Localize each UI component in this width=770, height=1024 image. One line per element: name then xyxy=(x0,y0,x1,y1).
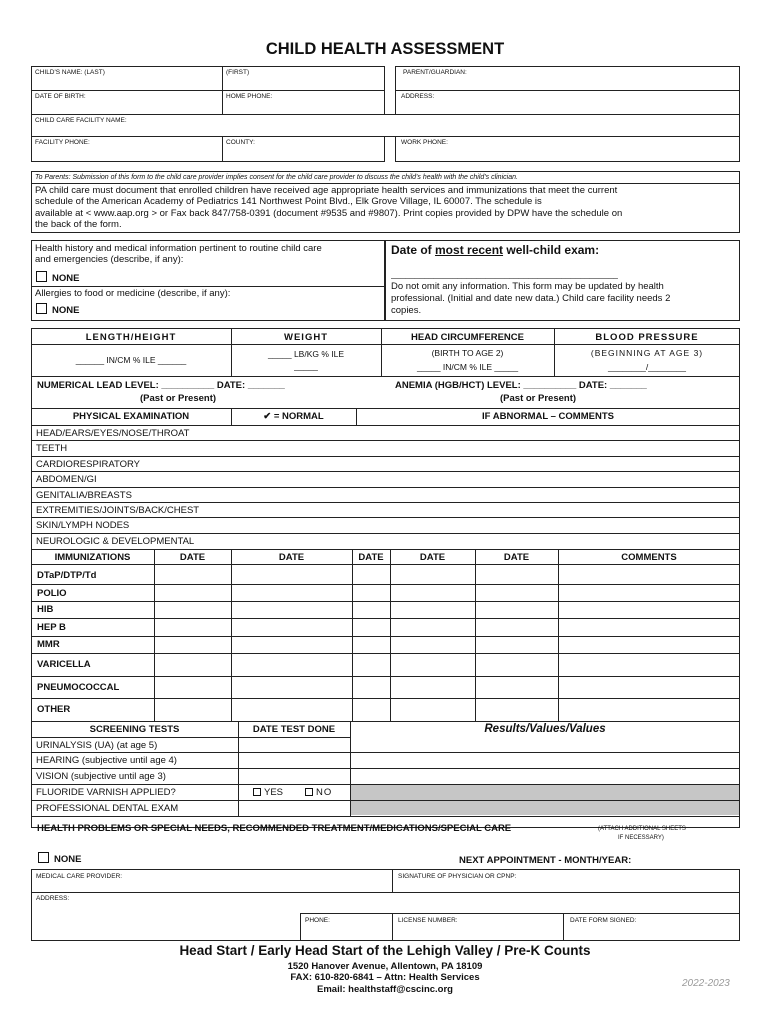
immunization-comments-header: COMMENTS xyxy=(621,552,677,563)
screening-row-hearing: HEARING (subjective until age 4) xyxy=(36,755,177,766)
immunization-row-dtap: DTaP/DTP/Td xyxy=(37,570,97,581)
allergies-none-checkbox[interactable]: NONE xyxy=(36,303,79,316)
immunizations-header: IMMUNIZATIONS xyxy=(54,552,131,563)
blood-pressure-header: BLOOD PRESSURE xyxy=(595,332,699,343)
head-circumference-field[interactable]: _____ IN/CM % ILE _____ xyxy=(416,362,519,372)
head-circumference-note: (BIRTH TO AGE 2) xyxy=(431,348,504,358)
date-signed-field[interactable]: DATE FORM SIGNED: xyxy=(570,917,637,924)
date-test-done-header: DATE TEST DONE xyxy=(252,724,336,735)
license-number-field[interactable]: LICENSE NUMBER: xyxy=(398,917,458,924)
page-title: CHILD HEALTH ASSESSMENT xyxy=(265,40,505,58)
blood-pressure-field[interactable]: ________/________ xyxy=(608,362,686,372)
immunization-row-varicella: VARICELLA xyxy=(37,659,91,670)
immunization-date-header-5: DATE xyxy=(503,552,530,563)
screening-row-fluoride: FLUORIDE VARNISH APPLIED? xyxy=(36,787,176,798)
blood-pressure-note: (BEGINNING AT AGE 3) xyxy=(590,348,704,358)
main-table xyxy=(31,328,740,828)
parent-guardian-field[interactable]: PARENT/GUARDIAN: xyxy=(403,69,467,76)
provider-box xyxy=(31,869,740,941)
health-history-label: Health history and medical information pertinent to routine child care xyxy=(35,243,322,254)
exam-row-extremities: EXTREMITIES/JOINTS/BACK/CHEST xyxy=(36,505,200,516)
exam-row-genitalia: GENITALIA/BREASTS xyxy=(36,490,132,501)
pa-notice-line-1: PA child care must document that enrolled children have received age appropriate health services and immunizations that meet the current xyxy=(35,185,618,196)
weight-field[interactable]: _____ LB/KG % ILE xyxy=(267,349,345,359)
facility-name-box xyxy=(31,114,740,137)
screening-row-dental: PROFESSIONAL DENTAL EXAM xyxy=(36,803,179,814)
checkbox-icon xyxy=(253,788,261,796)
footer-address: 1520 Hanover Avenue, Allentown, PA 18109 xyxy=(287,961,483,972)
next-appointment-field[interactable]: NEXT APPOINTMENT - MONTH/YEAR: xyxy=(459,855,632,866)
head-circumference-header: HEAD CIRCUMFERENCE xyxy=(411,332,524,343)
form-year: 2022-2023 xyxy=(682,978,730,989)
exam-row-neurologic: NEUROLOGIC & DEVELOPMENTAL xyxy=(36,536,195,547)
provider-address-field[interactable]: ADDRESS: xyxy=(36,895,70,902)
checkbox-icon xyxy=(38,852,49,863)
results-header: Results/Values/Values xyxy=(484,723,606,735)
attach-sheets-note: (ATTACH ADDITIONAL SHEETS xyxy=(598,826,686,832)
abnormal-comments-header: IF ABNORMAL – COMMENTS xyxy=(482,411,614,422)
county-field[interactable]: COUNTY: xyxy=(226,139,255,146)
immunization-row-other: OTHER xyxy=(37,704,71,715)
normal-header: ✔ = NORMAL xyxy=(263,411,324,422)
immunization-date-header-1: DATE xyxy=(179,552,206,563)
exam-row-teeth: TEETH xyxy=(36,443,68,454)
parent-consent-notice: To Parents: Submission of this form to the child care provider implies consent for the child care provider to discuss the child's health with the child's clinician. xyxy=(35,174,518,181)
allergies-label: Allergies to food or medicine (describe, if any): xyxy=(35,288,231,299)
fluoride-yes-checkbox[interactable]: YES xyxy=(253,788,283,798)
date-of-birth-field[interactable]: DATE OF BIRTH: xyxy=(35,93,86,100)
medical-provider-field[interactable]: MEDICAL CARE PROVIDER: xyxy=(36,873,123,880)
checkbox-icon xyxy=(36,271,47,282)
immunization-date-header-2: DATE xyxy=(278,552,305,563)
checkbox-icon xyxy=(305,788,313,796)
attach-sheets-note-2: IF NECESSARY) xyxy=(618,835,664,841)
exam-row-skin: SKIN/LYMPH NODES xyxy=(36,520,130,531)
facility-name-field[interactable]: CHILD CARE FACILITY NAME: xyxy=(35,117,127,124)
screening-tests-header: SCREENING TESTS xyxy=(89,724,180,735)
exam-row-heent: HEAD/EARS/EYES/NOSE/THROAT xyxy=(36,428,190,439)
omit-info-line-3: copies. xyxy=(391,305,422,316)
problems-none-checkbox[interactable]: NONE xyxy=(38,852,81,865)
health-problems-label: HEALTH PROBLEMS OR SPECIAL NEEDS, RECOMMENDED TREATMENT/MEDICATIONS/SPECIAL CARE xyxy=(37,823,512,834)
footer-organization: Head Start / Early Head Start of the Lehigh Valley / Pre-K Counts xyxy=(179,943,591,958)
child-first-name-field[interactable]: (FIRST) xyxy=(226,69,250,76)
health-history-label-2: and emergencies (describe, if any): xyxy=(35,254,184,265)
footer-email: Email: healthstaff@cscinc.org xyxy=(317,984,453,995)
address-field[interactable]: ADDRESS: xyxy=(401,93,435,100)
pa-notice-line-4: the back of the form. xyxy=(35,219,122,230)
immunization-date-header-3: DATE xyxy=(358,552,384,563)
child-last-name-field[interactable]: CHILD'S NAME: (LAST) xyxy=(35,69,105,76)
facility-phone-field[interactable]: FACILITY PHONE: xyxy=(35,139,90,146)
pa-notice-line-3: available at < www.aap.org > or Fax back 847/758-0391 (document #9535 and #9807). Print copies provided by DPW have the schedule on xyxy=(35,208,623,219)
exam-row-cardiorespiratory: CARDIORESPIRATORY xyxy=(36,459,140,470)
immunization-row-polio: POLIO xyxy=(37,588,67,599)
screening-row-vision: VISION (subjective until age 3) xyxy=(36,771,166,782)
well-child-exam-date-field[interactable]: ________________________________________________ xyxy=(391,270,618,279)
omit-info-line-2: professional. (Initial and date new data.) Child care facility needs 2 xyxy=(391,293,671,304)
screening-row-urinalysis: URINALYSIS (UA) (at age 5) xyxy=(36,740,158,751)
anemia-level-note: (Past or Present) xyxy=(500,393,577,404)
lead-level-note: (Past or Present) xyxy=(140,393,217,404)
omit-info-line-1: Do not omit any information. This form may be updated by health xyxy=(391,281,664,292)
immunization-row-hib: HIB xyxy=(37,604,54,615)
length-height-header: LENGTH/HEIGHT xyxy=(85,332,177,343)
immunization-row-pneumococcal: PNEUMOCOCCAL xyxy=(37,682,120,693)
physician-signature-field[interactable]: SIGNATURE OF PHYSICIAN OR CPNP: xyxy=(398,873,517,880)
immunization-row-mmr: MMR xyxy=(37,639,60,650)
home-phone-field[interactable]: HOME PHONE: xyxy=(226,93,273,100)
checkbox-icon xyxy=(36,303,47,314)
fluoride-no-checkbox[interactable]: NO xyxy=(305,788,332,798)
history-none-checkbox[interactable]: NONE xyxy=(36,271,79,284)
exam-row-abdomen: ABDOMEN/GI xyxy=(36,474,97,485)
lead-level-field[interactable]: NUMERICAL LEAD LEVEL: __________ DATE: _______ xyxy=(37,380,285,391)
immunization-row-hepb: HEP B xyxy=(37,622,66,633)
weight-header: WEIGHT xyxy=(284,332,328,343)
immunization-date-header-4: DATE xyxy=(419,552,446,563)
length-height-field[interactable]: ______ IN/CM % ILE ______ xyxy=(75,355,187,365)
weight-percentile-field[interactable]: _____ xyxy=(294,361,318,371)
anemia-level-field[interactable]: ANEMIA (HGB/HCT) LEVEL: __________ DATE: _______ xyxy=(395,380,647,391)
provider-phone-field[interactable]: PHONE: xyxy=(305,917,330,924)
pa-notice-line-2: schedule of the American Academy of Pediatrics 141 Northwest Point Blvd., Elk Grove Village, IL 60007. The schedule is xyxy=(35,196,542,207)
physical-exam-header: PHYSICAL EXAMINATION xyxy=(72,411,190,422)
well-child-exam-label: Date of most recent well-child exam: xyxy=(391,243,600,257)
footer-fax: FAX: 610-820-6841 – Attn: Health Services xyxy=(290,972,480,983)
work-phone-field[interactable]: WORK PHONE: xyxy=(401,139,448,146)
